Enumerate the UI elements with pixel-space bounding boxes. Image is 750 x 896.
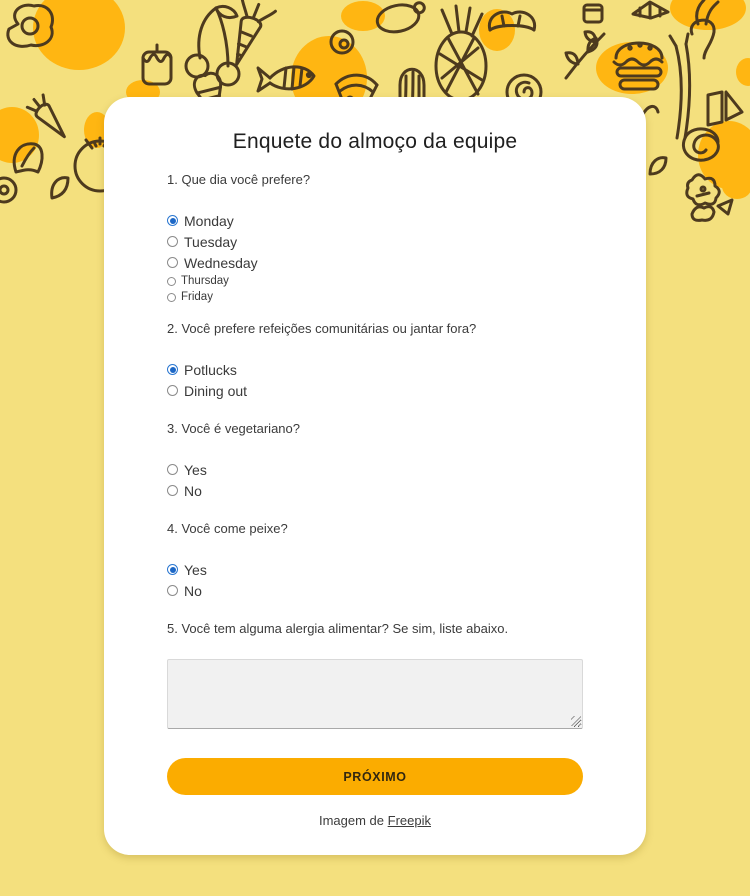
radio-option-wednesday[interactable] xyxy=(167,252,583,273)
question-label: 5. Você tem alguma alergia alimentar? Se sim, liste abaixo. xyxy=(167,621,509,636)
radio-button-icon[interactable] xyxy=(167,257,178,268)
options-group xyxy=(167,210,583,305)
question-label: 1. Que dia você prefere? xyxy=(167,172,311,187)
radio-button-icon[interactable] xyxy=(167,277,176,286)
radish-pieces-icon xyxy=(692,200,732,220)
options-group xyxy=(167,459,583,501)
green-onion-icon xyxy=(670,34,690,138)
option-label: Monday xyxy=(184,212,234,229)
leaf-sprig-icon xyxy=(566,32,604,78)
next-button[interactable]: PRÓXIMO xyxy=(167,758,583,795)
donut-icon xyxy=(0,178,16,202)
option-label: Friday xyxy=(181,291,213,303)
option-label: No xyxy=(184,582,202,599)
radio-option-no[interactable] xyxy=(167,580,583,601)
ham-icon xyxy=(375,0,428,35)
radio-button-icon[interactable] xyxy=(167,385,178,396)
sandwich-icon xyxy=(633,2,668,18)
pretzel-swirl-icon xyxy=(683,129,718,160)
option-label: Wednesday xyxy=(184,254,258,271)
option-label: Potlucks xyxy=(184,361,237,378)
olive-icon xyxy=(331,31,353,53)
striped-fish-icon xyxy=(258,67,314,91)
question-2 xyxy=(167,321,583,401)
credit-text: Imagem de xyxy=(318,813,388,828)
radio-option-monday[interactable] xyxy=(167,210,583,231)
radio-button-icon[interactable] xyxy=(167,293,176,302)
question-1 xyxy=(167,172,583,305)
radio-option-no[interactable] xyxy=(167,480,583,501)
candle-icon xyxy=(143,45,171,84)
radio-option-potlucks[interactable] xyxy=(167,359,583,380)
small-leaf-icon xyxy=(650,158,666,174)
question-label: 4. Você come peixe? xyxy=(167,521,288,536)
radio-option-thursday[interactable] xyxy=(167,273,583,289)
cheese-slices-icon xyxy=(708,92,742,125)
carrot-icon xyxy=(218,0,275,71)
burger-icon xyxy=(614,43,662,89)
radio-option-tuesday[interactable] xyxy=(167,231,583,252)
page-title: Enquete do almoço da equipe xyxy=(232,130,518,153)
radio-button-icon[interactable] xyxy=(167,464,178,475)
fried-egg-icon xyxy=(8,5,53,46)
freepik-link[interactable]: Freepik xyxy=(387,813,431,828)
carrot-left-icon xyxy=(26,93,71,143)
radio-button-icon[interactable] xyxy=(167,364,178,375)
radio-button-icon[interactable] xyxy=(167,485,178,496)
lettuce-leaf-icon xyxy=(14,144,42,172)
questions-container xyxy=(104,172,646,729)
radio-option-friday[interactable] xyxy=(167,289,583,305)
options-group xyxy=(167,359,583,401)
radio-button-icon[interactable] xyxy=(167,564,178,575)
option-label: Dining out xyxy=(184,382,248,399)
radio-option-yes[interactable] xyxy=(167,459,583,480)
radio-button-icon[interactable] xyxy=(167,236,178,247)
question-label: 2. Você prefere refeições comunitárias ou jantar fora? xyxy=(167,321,477,336)
option-label: Thursday xyxy=(181,275,229,287)
question-4 xyxy=(167,521,583,601)
textarea-wrapper xyxy=(167,659,583,729)
croissant-icon xyxy=(489,12,534,30)
option-label: Yes xyxy=(184,561,207,578)
radio-button-icon[interactable] xyxy=(167,215,178,226)
option-label: No xyxy=(184,482,202,499)
radio-option-yes[interactable] xyxy=(167,559,583,580)
jar-icon xyxy=(584,5,602,22)
options-group xyxy=(167,659,583,729)
question-5 xyxy=(167,621,583,729)
survey-card xyxy=(104,97,646,855)
radio-option-dining-out[interactable] xyxy=(167,380,583,401)
option-label: Yes xyxy=(184,461,207,478)
radio-button-icon[interactable] xyxy=(167,585,178,596)
beet-icon xyxy=(691,0,718,58)
pineapple-icon xyxy=(436,6,486,100)
allergy-answer-textarea[interactable] xyxy=(167,659,583,729)
cherries-icon xyxy=(186,6,239,85)
leaf-small-left-icon xyxy=(52,178,68,198)
question-3 xyxy=(167,421,583,501)
option-label: Tuesday xyxy=(184,233,238,250)
question-label: 3. Você é vegetariano? xyxy=(167,421,300,436)
garlic-cluster-icon xyxy=(687,175,719,205)
options-group xyxy=(167,559,583,601)
image-credit xyxy=(104,813,646,828)
